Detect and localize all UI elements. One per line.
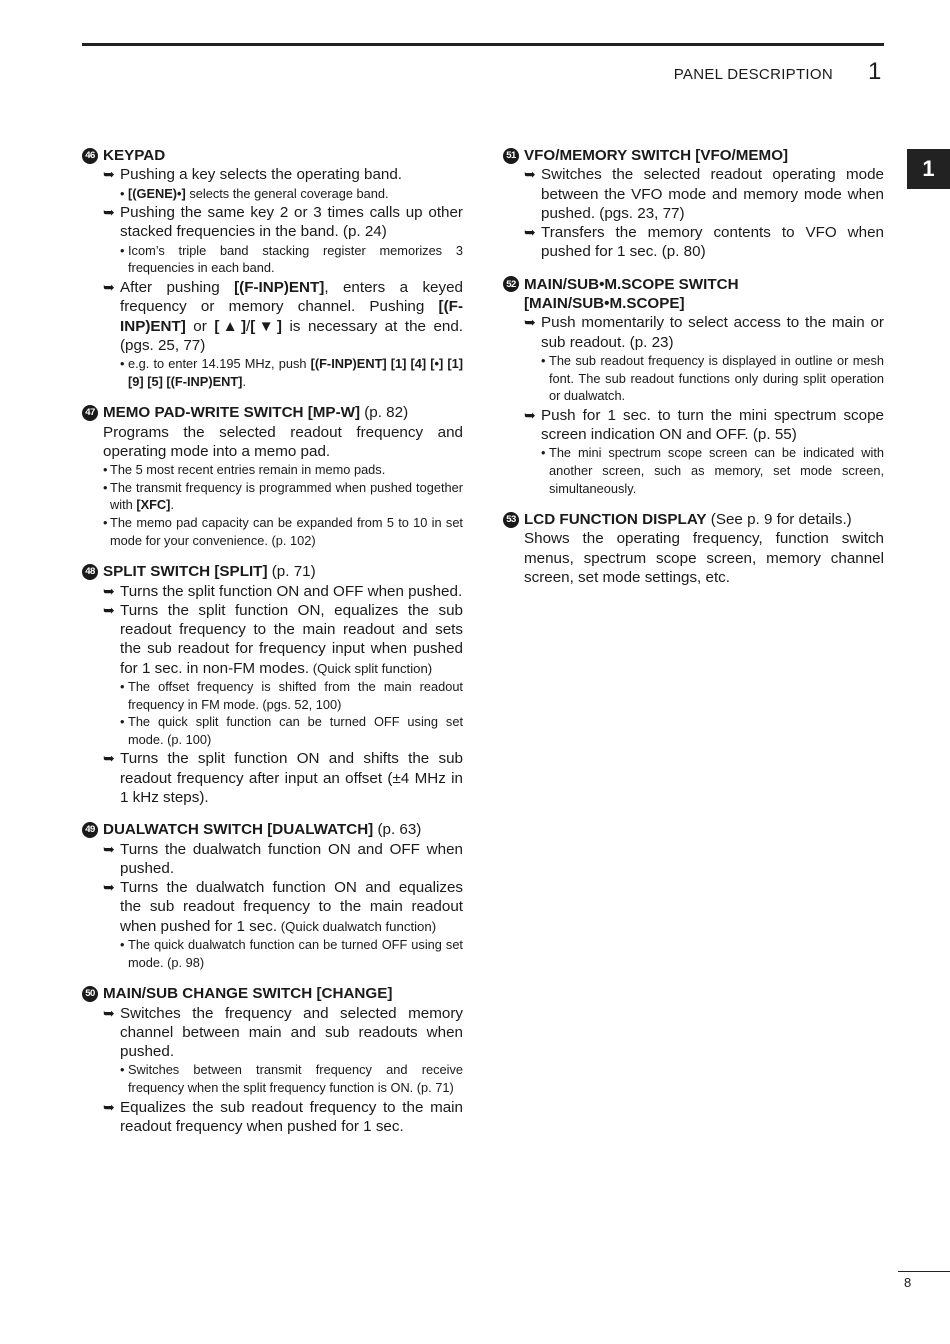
key-label: [XFC] [136, 497, 171, 513]
section-heading [503, 275, 884, 314]
item-text: Pushing a key selects the operating band. [120, 166, 402, 184]
arrow-icon: ➥ [103, 840, 115, 857]
item-text: , enters a keyed frequency or memory channel. Pushing [120, 278, 463, 316]
list-item [524, 165, 884, 223]
section-title-text: MAIN/SUB•M.SCOPE SWITCH [524, 275, 739, 293]
section-title-text: DUALWATCH SWITCH [DUALWATCH] [103, 821, 374, 839]
note [120, 355, 463, 390]
chapter-tab-label: 1 [922, 156, 935, 181]
list-item [103, 582, 463, 601]
note [103, 461, 463, 479]
section-heading [503, 510, 884, 529]
page-reference: (p. 82) [360, 404, 409, 422]
item-text: Push momentarily to select access to the main or sub readout. (p. 23) [541, 314, 884, 351]
item-text: Turns the split function ON and OFF when pushed. [120, 582, 463, 600]
note [103, 514, 463, 549]
section-heading [82, 562, 463, 581]
list-item [103, 601, 463, 678]
right-column [503, 146, 884, 600]
bullet-icon: • [120, 1062, 125, 1078]
item-text: Turns the split function ON and shifts the sub readout frequency after input an offset (±4 MHz in 1 kHz steps). [120, 750, 463, 806]
list-item [103, 878, 463, 936]
arrow-icon: ➥ [524, 166, 536, 183]
section-main-sub-mscope-switch [503, 275, 884, 497]
section-title-text: SPLIT SWITCH [SPLIT] [103, 563, 268, 581]
arrow-icon: ➥ [524, 224, 536, 241]
item-number-badge: 51 [503, 148, 519, 164]
section-heading [82, 984, 463, 1003]
item-text: Transfers the memory contents to VFO when pushed for 1 sec. (p. 80) [541, 224, 884, 261]
item-text: Equalizes the sub readout frequency to the main readout frequency when pushed for 1 sec. [120, 1098, 463, 1135]
note-text: The quick dualwatch function can be turned OFF using set mode. (p. 98) [128, 937, 463, 970]
note-text: The mini spectrum scope screen can be indicated with another screen, such as memory, set mode screen, simultaneously. [549, 445, 884, 496]
item-number-badge: 49 [82, 822, 98, 838]
page-reference: (p. 71) [267, 563, 316, 581]
bullet-icon: • [103, 515, 108, 531]
list-item [524, 223, 884, 262]
note-text: Switches between transmit frequency and receive frequency when the split frequency function is ON. (p. 71) [128, 1062, 463, 1095]
list-item [103, 1098, 463, 1137]
note-text: Icom’s triple band stacking register memorizes 3 frequencies in each band. [128, 242, 463, 276]
bullet-icon: • [120, 937, 125, 953]
note-text: The sub readout frequency is displayed in outline or mesh font. The sub readout functions only during split operation or dualwatch. [549, 352, 884, 404]
arrow-icon: ➥ [103, 1004, 115, 1021]
item-text: Turns the dualwatch function ON and OFF when pushed. [120, 840, 463, 877]
item-number-badge: 46 [82, 148, 98, 164]
item-number-badge: 48 [82, 564, 98, 580]
item-text: Turns the dualwatch function ON and equalizes the sub readout frequency to the main readout when pushed for 1 sec. [120, 879, 463, 935]
arrow-icon: ➥ [103, 750, 115, 767]
page-reference: (See p. 9 for details.) [706, 511, 852, 529]
section-change-switch [82, 984, 463, 1136]
key-label: [(F-INP)ENT] [120, 298, 463, 335]
section-title: PANEL DESCRIPTION [673, 66, 833, 83]
bullet-icon: • [541, 445, 546, 461]
paragraph: Programs the selected readout frequency and operating mode into a memo pad. [103, 423, 463, 460]
key-label: [▲] [214, 317, 247, 335]
note-text: e.g. to enter 14.195 MHz, push [128, 356, 311, 372]
section-split-switch [82, 562, 463, 807]
note [120, 936, 463, 971]
note-text: selects the general coverage band. [185, 185, 389, 201]
chapter-number: 1 [868, 58, 882, 85]
section-heading [82, 403, 463, 422]
section-dualwatch-switch [82, 820, 463, 971]
note [120, 242, 463, 277]
section-memo-pad-write [82, 403, 463, 549]
note-text: The offset frequency is shifted from the main readout frequency in FM mode. (pgs. 52, 100) [128, 678, 463, 712]
footer-rule [898, 1271, 950, 1272]
item-text: Push for 1 sec. to turn the mini spectrum scope screen indication ON and OFF. (p. 55) [541, 406, 884, 444]
bullet-icon: • [120, 356, 125, 372]
item-text: After pushing [120, 278, 235, 296]
note [103, 479, 463, 514]
note [120, 678, 463, 713]
bullet-icon: • [541, 352, 546, 368]
list-item [103, 165, 463, 184]
bullet-icon: • [103, 479, 108, 495]
note-text: The transmit frequency is programmed when pushed together with [110, 479, 463, 513]
item-text: is necessary at the end. (pgs. 25, 77) [120, 317, 464, 354]
list-item [524, 313, 884, 352]
note-text: . [170, 497, 174, 513]
section-heading [82, 820, 463, 839]
arrow-icon: ➥ [524, 314, 536, 331]
section-keypad [82, 146, 463, 390]
list-item [103, 203, 463, 242]
item-subtext: (Quick dualwatch function) [277, 918, 437, 934]
note [120, 713, 463, 748]
item-number-badge: 52 [503, 276, 519, 292]
section-heading [503, 146, 884, 165]
note-text: The quick split function can be turned OFF using set mode. (p. 100) [128, 714, 463, 747]
bullet-icon: • [120, 185, 125, 201]
item-text: Switches the frequency and selected memory channel between main and sub readouts when pushed. [120, 1004, 463, 1061]
paragraph: Shows the operating frequency, function switch menus, spectrum scope screen, memory channel screen, set mode settings, etc. [524, 530, 884, 587]
item-text: Pushing the same key 2 or 3 times calls up other stacked frequencies in the band. (p. 24) [120, 204, 463, 241]
section-vfo-memory-switch [503, 146, 884, 262]
section-title-text: MAIN/SUB CHANGE SWITCH [CHANGE] [103, 985, 393, 1003]
key-label: [(GENE)•] [128, 185, 186, 201]
item-subtext: (Quick split function) [309, 660, 433, 676]
arrow-icon: ➥ [103, 601, 115, 618]
note [120, 185, 463, 203]
header-rule [82, 43, 884, 46]
key-label: [(F-INP)ENT] [1] [4] [•] [1] [9] [5] [(F-INP)ENT] [128, 356, 464, 389]
note [541, 444, 884, 497]
bullet-icon: • [120, 678, 125, 694]
section-heading [82, 146, 463, 165]
arrow-icon: ➥ [524, 406, 536, 423]
note [541, 352, 884, 405]
section-title-text: VFO/MEMORY SWITCH [VFO/MEMO] [524, 147, 789, 164]
list-item [524, 406, 884, 445]
chapter-tab [907, 149, 950, 189]
bullet-icon: • [120, 242, 125, 258]
page-reference: (p. 63) [373, 821, 422, 839]
note-text: . [242, 373, 247, 389]
section-lcd-function-display [503, 510, 884, 587]
item-number-badge: 50 [82, 986, 98, 1002]
arrow-icon: ➥ [103, 582, 115, 599]
item-number-badge: 53 [503, 512, 519, 528]
arrow-icon: ➥ [103, 204, 115, 221]
section-title-text: KEYPAD [103, 147, 166, 164]
section-title-text: LCD FUNCTION DISPLAY [524, 511, 707, 529]
list-item [103, 1004, 463, 1062]
note [120, 1061, 463, 1096]
note-text: The memo pad capacity can be expanded from 5 to 10 in set mode for your convenience. (p. 102) [110, 515, 463, 548]
key-label: [(F-INP)ENT] [234, 278, 325, 296]
arrow-icon: ➥ [103, 278, 115, 295]
page-number: 8 [904, 1275, 912, 1290]
section-title-text: [MAIN/SUB•M.SCOPE] [524, 295, 685, 313]
item-text: Turns the split function ON, equalizes the sub readout frequency to the main readout and sets the sub readout for frequency input when pushed for 1 sec. in non-FM modes. [120, 601, 463, 677]
item-text: Switches the selected readout operating mode between the VFO mode and memory mode when pushed. (pgs. 23, 77) [541, 166, 884, 222]
list-item [103, 749, 463, 807]
bullet-icon: • [103, 462, 108, 478]
section-title-text: MEMO PAD-WRITE SWITCH [MP-W] [103, 404, 361, 422]
left-column [82, 146, 463, 1149]
item-text: or [185, 317, 215, 335]
item-number-badge: 47 [82, 405, 98, 421]
arrow-icon: ➥ [103, 1098, 115, 1115]
key-label: [▼] [250, 317, 282, 335]
item-text: / [246, 317, 251, 335]
arrow-icon: ➥ [103, 879, 115, 896]
arrow-icon: ➥ [103, 166, 115, 183]
note-text: The 5 most recent entries remain in memo pads. [110, 462, 386, 478]
bullet-icon: • [120, 714, 125, 730]
list-item [103, 840, 463, 879]
list-item [103, 278, 463, 355]
